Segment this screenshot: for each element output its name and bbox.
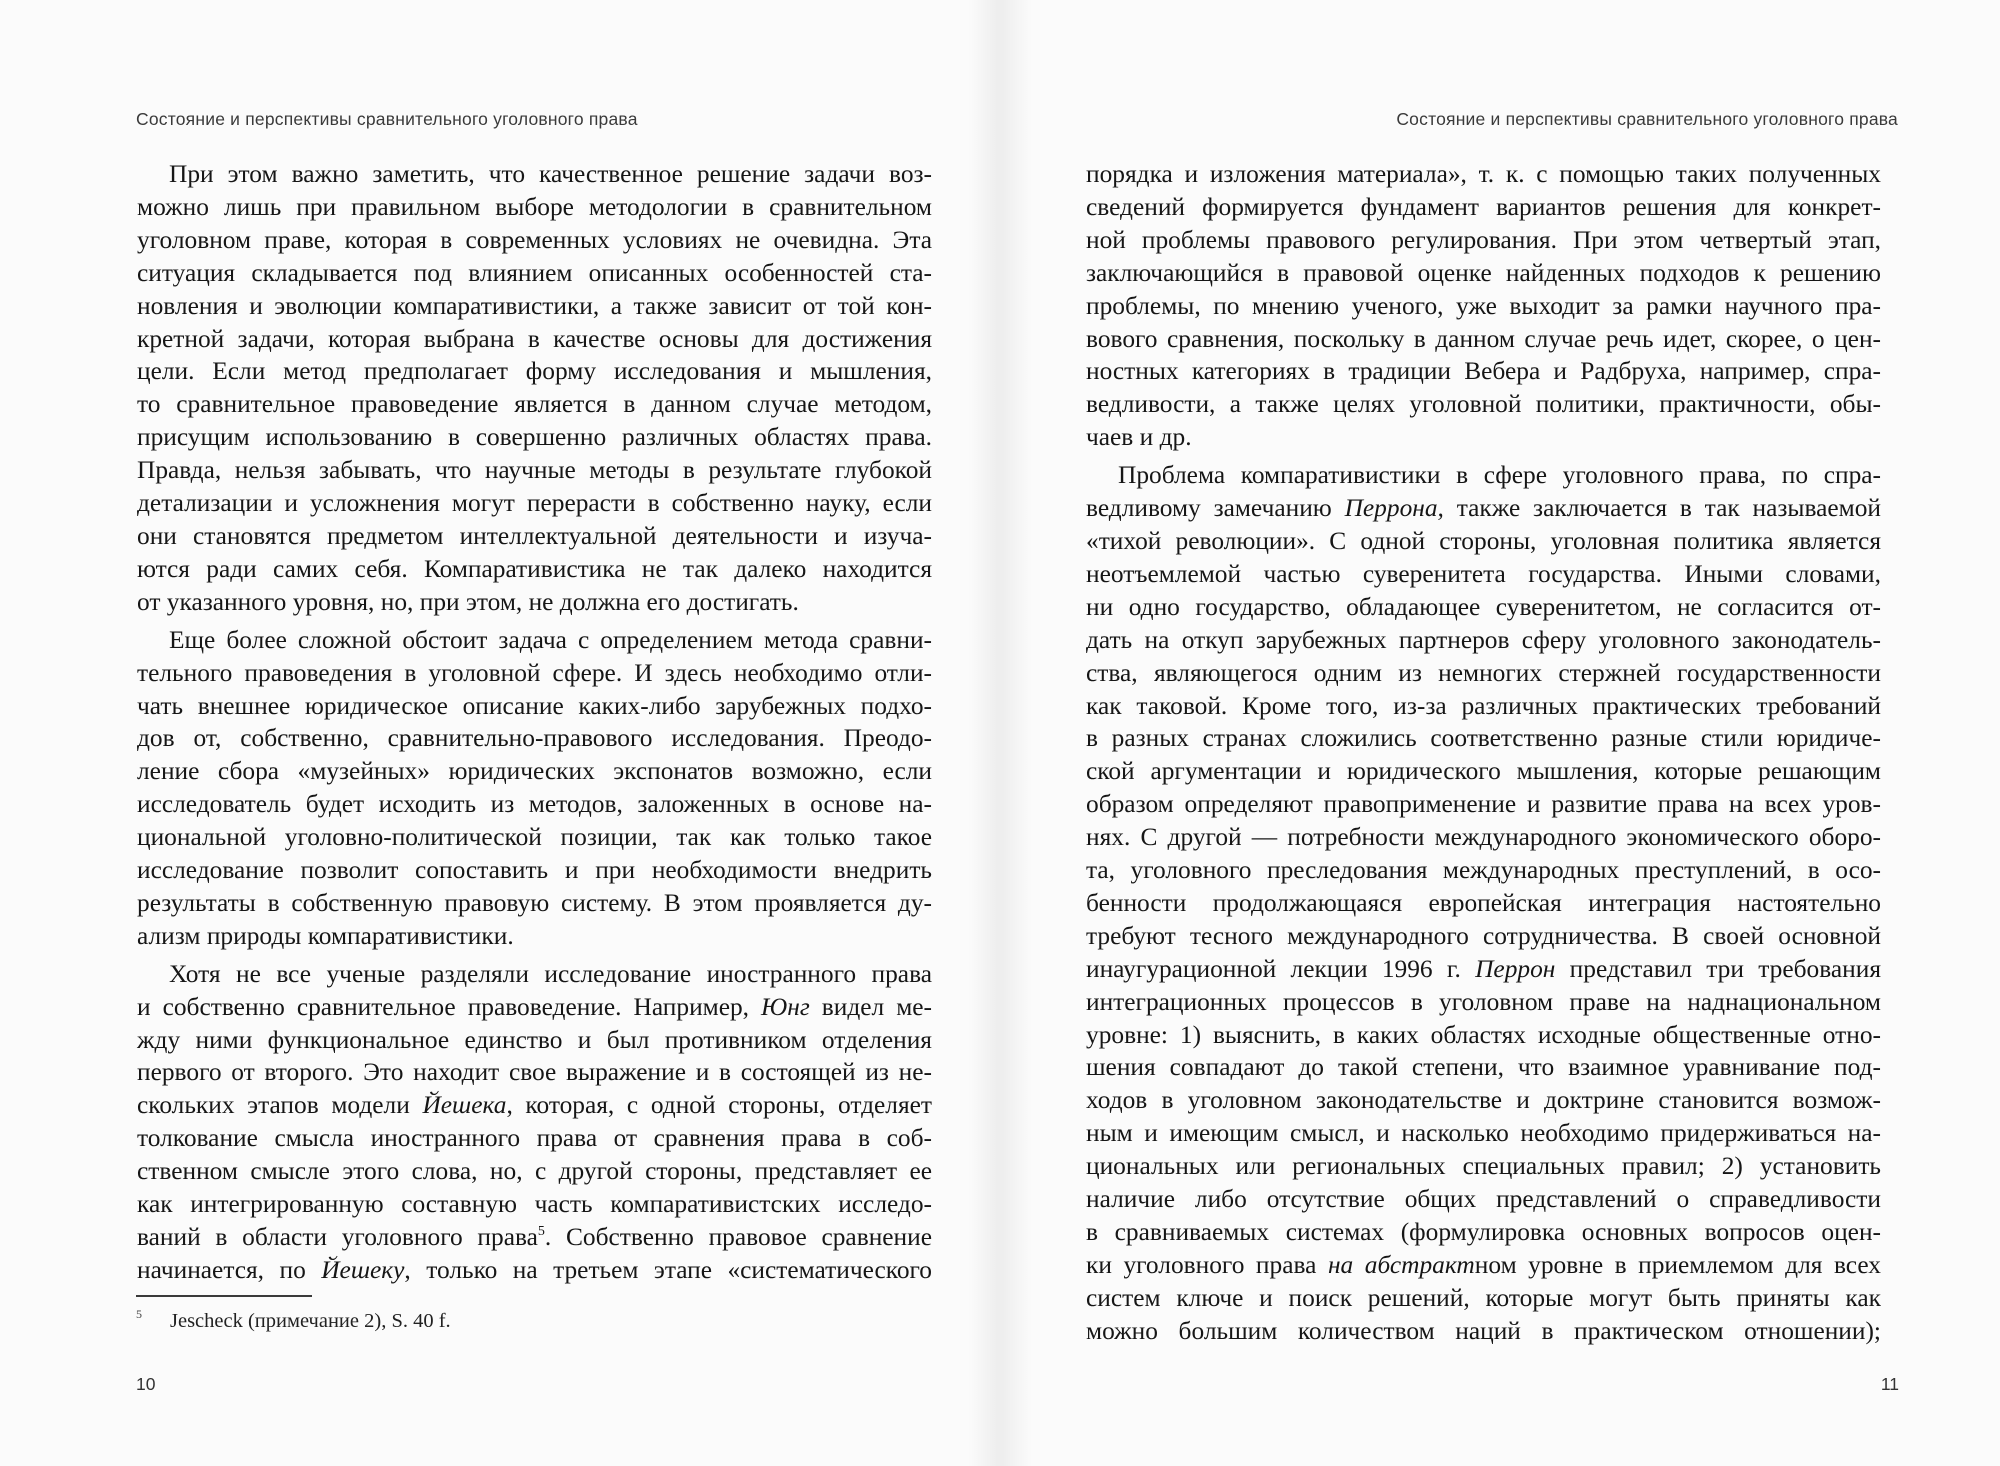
text-run: «тихой революции». С одной стороны, уголовная политика является — [1086, 526, 1881, 555]
text-run: наличие либо отсутствие общих представлений о справедливости — [1086, 1185, 1881, 1214]
italic-run: Йешеку — [321, 1255, 405, 1284]
text-run: ки уголовного права — [1086, 1250, 1328, 1279]
text-line — [137, 958, 932, 991]
text-run: в разных странах сложились соответственно разные стили юридиче- — [1086, 724, 1881, 753]
text-line — [1086, 224, 1881, 257]
text-line — [1086, 257, 1881, 290]
text-line — [1086, 722, 1881, 755]
text-line — [137, 887, 932, 920]
text-line — [137, 355, 932, 388]
text-run: неотъемлемой частью суверенитета государства. Иными словами, — [1086, 559, 1881, 588]
text-run: результаты в собственную правовую систему. В этом проявляется ду- — [137, 888, 932, 917]
text-run: нях. С другой — потребности международного экономического оборо- — [1086, 823, 1881, 852]
text-run: присущим использованию в совершенно различных областях права. — [137, 423, 932, 452]
text-run: . Собственно правовое сравнение — [544, 1223, 932, 1251]
text-line — [137, 1056, 932, 1089]
text-run: циональных или региональных специальных правил; 2) установить — [1086, 1152, 1881, 1181]
text-run: жду ними функциональное единство и был противником отделения — [137, 1025, 932, 1054]
text-line — [1086, 986, 1881, 1019]
text-run: можно большим количеством наций в практическом отношении); — [1086, 1316, 1881, 1345]
text-line — [137, 821, 932, 854]
text-run: дов от, собственно, сравнительно-правового исследования. Преодо- — [137, 724, 932, 753]
text-run: как таковой. Кроме того, из-за различных практических требований — [1086, 691, 1881, 720]
text-line — [137, 1188, 932, 1221]
text-run: ваний в области уголовного права — [137, 1223, 538, 1251]
text-line — [1086, 1282, 1881, 1315]
text-line — [137, 624, 932, 657]
page-number: 11 — [1880, 1374, 1899, 1394]
text-line — [137, 690, 932, 723]
text-line — [1086, 1019, 1881, 1052]
text-line — [137, 224, 932, 257]
text-line — [1086, 1117, 1881, 1150]
text-line — [137, 487, 932, 520]
text-run: тельного правоведения в уголовной сфере. И здесь необходимо отли- — [137, 658, 932, 687]
text-line — [1086, 690, 1881, 723]
text-line — [137, 257, 932, 290]
text-run: образом определяют правоприменение и развитие права на всех уров- — [1086, 790, 1881, 819]
text-run: ализм природы компаративистики. — [137, 921, 514, 950]
text-line — [137, 854, 932, 887]
footnote — [136, 1307, 451, 1333]
text-run: исследование позволит сопоставить и при необходимости внедрить — [137, 856, 932, 885]
text-run: ной проблемы правового регулирования. При этом четвертый этап, — [1086, 225, 1881, 254]
text-run: интеграционных процессов в уголовном праве на наднациональном — [1086, 987, 1881, 1016]
text-run: ются ради самих себя. Компаративистика не так далеко находится — [137, 554, 932, 583]
text-run: чать внешнее юридическое описание каких-либо зарубежных подхо- — [137, 691, 932, 720]
text-line — [137, 1089, 932, 1122]
text-run: ведливости, а также целях уголовной политики, практичности, обы- — [1086, 390, 1881, 419]
text-line — [1086, 920, 1881, 953]
text-line — [1086, 887, 1881, 920]
text-run: толкование смысла иностранного права от сравнения права в соб- — [137, 1124, 932, 1153]
text-line — [1086, 591, 1881, 624]
text-line — [137, 920, 932, 953]
text-run: как интегрированную составную часть компаративистских исследо- — [137, 1190, 932, 1219]
text-run: первого от второго. Это находит свое выражение и в состоящей из не- — [137, 1058, 932, 1087]
text-line — [137, 1155, 932, 1188]
text-line — [1086, 755, 1881, 788]
text-line — [137, 657, 932, 690]
body-text — [1086, 158, 1881, 1348]
text-run: ление сбора «музейных» юридических экспонатов возможно, если — [137, 757, 932, 786]
body-text — [137, 158, 932, 1287]
text-run: заключающийся в правовой оценке найденных подходов к решению — [1086, 258, 1881, 287]
text-run: ситуация складывается под влиянием описанных особенностей ста- — [137, 258, 932, 287]
text-line — [1086, 388, 1881, 421]
text-run: дать на откуп зарубежных партнеров сферу уголовного законодатель- — [1086, 625, 1881, 654]
text-run: ностных категориях в традиции Вебера и Радбруха, например, спра- — [1086, 357, 1881, 386]
text-run: ном уровне в приемлемом для всех — [1474, 1250, 1881, 1279]
text-line — [1086, 1084, 1881, 1117]
text-run: Еще более сложной обстоит задача с определением метода сравни- — [169, 625, 932, 654]
text-run: , которая, с одной стороны, отделяет — [506, 1091, 932, 1120]
text-run: порядка и изложения материала», т. к. с помощью таких полученных — [1086, 160, 1881, 188]
text-run: ской аргументации и юридического мышления, которые решающим — [1086, 757, 1881, 786]
text-line — [1086, 788, 1881, 821]
right-page — [1000, 0, 2000, 1466]
text-run: циональной уголовно-политической позиции, так как только такое — [137, 823, 932, 852]
text-line — [1086, 158, 1881, 191]
text-line — [1086, 492, 1881, 525]
footnote-mark: 5 — [136, 1307, 142, 1321]
text-run: ным и имеющим смысл, и насколько необходимо придерживаться на- — [1086, 1119, 1881, 1148]
text-line — [137, 553, 932, 586]
text-run: систем ключе и поиск решений, которые могут быть приняты как — [1086, 1283, 1881, 1312]
text-run: вового сравнения, поскольку в данном случае речь идет, скорее, о цен- — [1086, 324, 1881, 353]
footnote-text: Jescheck (примечание 2), S. 40 f. — [170, 1310, 451, 1332]
text-run: можно лишь при правильном выборе методологии в сравнительном — [137, 192, 932, 221]
text-line — [1086, 624, 1881, 657]
text-run: ства, являющегося одним из немногих стержней государственности — [1086, 658, 1881, 687]
text-run: ведливому замечанию — [1086, 494, 1345, 523]
footnote-separator — [136, 1295, 312, 1297]
text-run: При этом важно заметить, что качественное решение задачи воз- — [169, 160, 932, 188]
text-line — [1086, 459, 1881, 492]
text-line — [1086, 953, 1881, 986]
text-line — [137, 290, 932, 323]
text-run: чаев и др. — [1086, 423, 1192, 452]
running-head: Состояние и перспективы сравнительного уголовного права — [136, 109, 638, 129]
text-run: детализации и усложнения могут перерасти в собственно науку, если — [137, 489, 932, 518]
text-run: исследователь будет исходить из методов, заложенных в основе на- — [137, 790, 932, 819]
text-run: инаугурационной лекции 1996 г. — [1086, 954, 1476, 983]
text-line — [1086, 657, 1881, 690]
italic-run: Перрона, — [1344, 494, 1444, 523]
text-line — [137, 722, 932, 755]
text-run: в сравниваемых системах (формулировка основных вопросов оцен- — [1086, 1218, 1881, 1246]
text-run: то сравнительное правоведение является в данном случае методом, — [137, 390, 932, 419]
italic-run: Юнг — [761, 992, 810, 1021]
text-run: и собственно сравнительное правоведение. Например, — [137, 992, 762, 1021]
text-run: от указанного уровня, но, при этом, не должна его достигать. — [137, 587, 799, 616]
text-run: начинается, по — [137, 1255, 322, 1284]
text-line — [137, 1254, 932, 1287]
text-line — [137, 1024, 932, 1057]
text-run: уголовном праве, которая в современных условиях не очевидна. Эта — [137, 225, 932, 254]
text-run: кретной задачи, которая выбрана в качестве основы для достижения — [137, 324, 932, 353]
text-run: цели. Если метод предполагает форму исследования и мышления, — [137, 357, 932, 386]
text-line — [137, 421, 932, 454]
text-line — [137, 158, 932, 191]
text-run: Проблема компаративистики в сфере уголовного права, по спра- — [1118, 461, 1881, 490]
text-line — [1086, 355, 1881, 388]
text-line — [137, 388, 932, 421]
text-line — [137, 1221, 932, 1254]
text-line — [137, 323, 932, 356]
running-head: Состояние и перспективы сравнительного уголовного права — [1396, 109, 1898, 129]
text-line — [1086, 558, 1881, 591]
italic-run: Перрон — [1475, 954, 1556, 983]
text-line — [137, 991, 932, 1024]
text-line — [1086, 1150, 1881, 1183]
text-line — [1086, 1249, 1881, 1282]
text-line — [1086, 1315, 1881, 1348]
text-run: представил три требования — [1555, 954, 1882, 983]
text-line — [137, 520, 932, 553]
text-line — [137, 1122, 932, 1155]
text-run: ни одно государство, обладающее суверенитетом, не согласится от- — [1086, 592, 1881, 621]
text-run: проблемы, по мнению ученого, уже выходит за рамки научного пра- — [1086, 291, 1881, 320]
text-run: ходов в уголовном законодательстве и доктрине становится возмож- — [1086, 1086, 1881, 1115]
text-line — [1086, 323, 1881, 356]
text-run: Хотя не все ученые разделяли исследование иностранного права — [169, 959, 932, 988]
text-line — [137, 191, 932, 224]
italic-run: Йешека — [422, 1091, 507, 1120]
text-line — [137, 755, 932, 788]
text-run: видел ме- — [809, 992, 932, 1021]
text-run: новления и эволюции компаративистики, а также зависит от той кон- — [137, 291, 932, 320]
text-run: , только на третьем этапе «систематического — [404, 1255, 932, 1284]
text-line — [137, 586, 932, 619]
text-line — [1086, 421, 1881, 454]
text-line — [1086, 525, 1881, 558]
text-run: та, уголовного преследования международных преступлений, в осо- — [1086, 856, 1881, 885]
italic-run: на абстракт — [1327, 1250, 1475, 1279]
text-run: Правда, нельзя забывать, что научные методы в результате глубокой — [137, 456, 932, 485]
text-run: ственном смысле этого слова, но, с другой стороны, представляет ее — [137, 1157, 932, 1186]
text-run: скольких этапов модели — [137, 1091, 423, 1120]
text-line — [1086, 854, 1881, 887]
text-line — [1086, 191, 1881, 224]
text-run: они становятся предметом интеллектуальной деятельности и изуча- — [137, 521, 932, 550]
text-run: сведений формируется фундамент вариантов решения для конкрет- — [1086, 192, 1881, 221]
text-line — [1086, 1051, 1881, 1084]
text-run: шения совпадают до такой степени, что взаимное уравнивание под- — [1086, 1053, 1881, 1082]
text-run: требуют тесного международного сотрудничества. В своей основной — [1086, 921, 1881, 950]
text-line — [137, 454, 932, 487]
text-line — [1086, 821, 1881, 854]
text-line — [137, 788, 932, 821]
text-run: уровне: 1) выяснить, в каких областях исходные общественные отно- — [1086, 1020, 1881, 1049]
text-line — [1086, 290, 1881, 323]
page-number: 10 — [136, 1374, 156, 1394]
text-run: также заключается в так называемой — [1443, 494, 1881, 523]
text-run: бенности продолжающаяся европейская интеграция настоятельно — [1086, 888, 1881, 917]
text-line — [1086, 1183, 1881, 1216]
footnote-ref: 5 — [537, 1224, 545, 1239]
text-line — [1086, 1216, 1881, 1249]
